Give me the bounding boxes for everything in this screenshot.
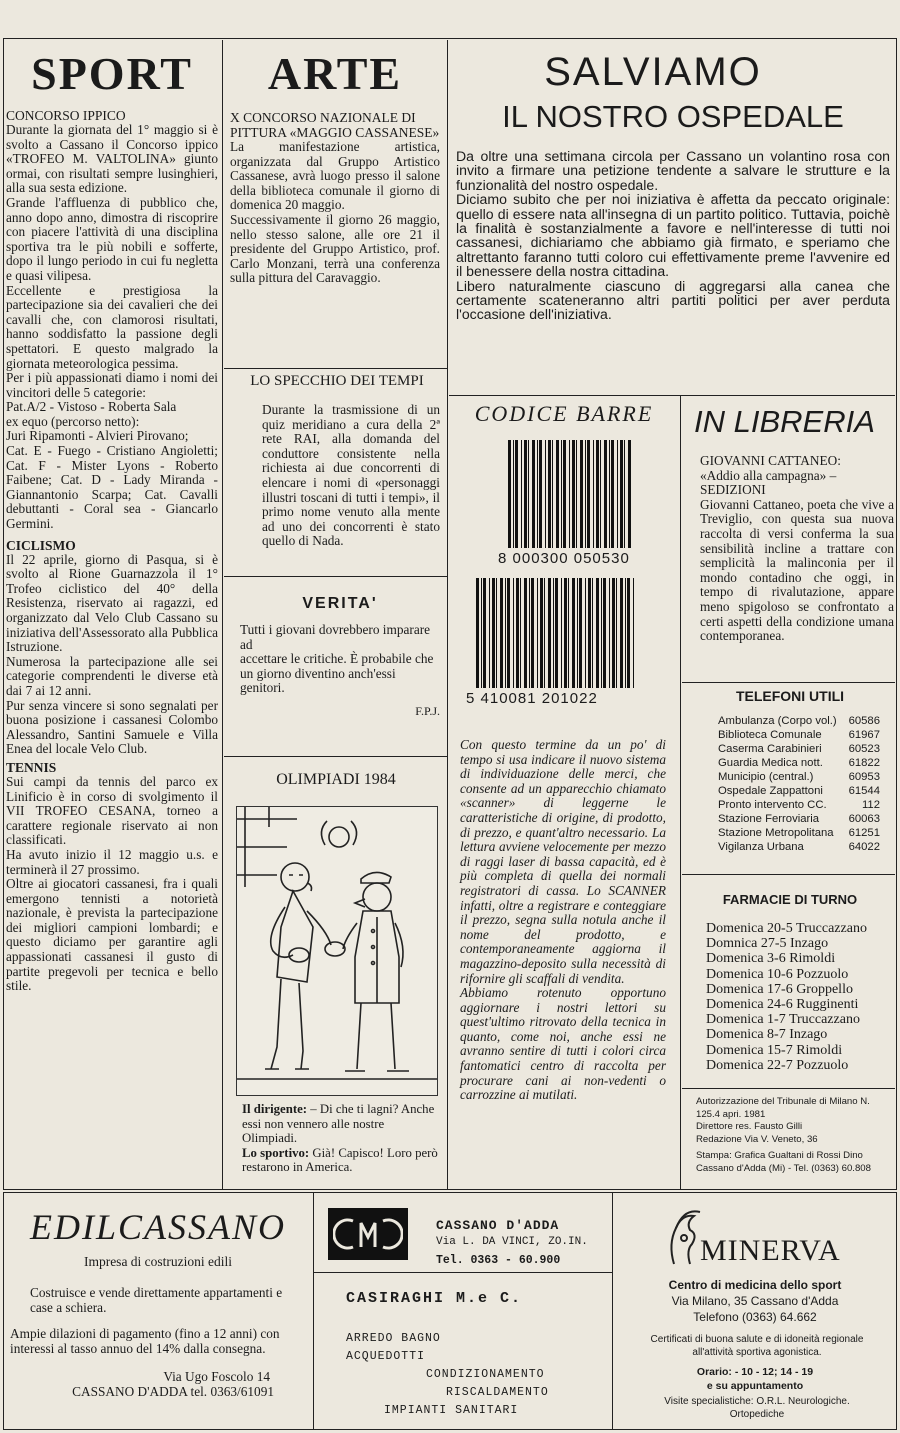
barcode-bar (540, 578, 543, 688)
ad-edilcassano (6, 1196, 310, 1428)
barcode-bar (531, 578, 534, 688)
minerva-line2: Via Milano, 35 Cassano d'Adda (671, 1294, 839, 1308)
tennis-text: Sui campi da tennis del parco ex Linificio è in corso di svolgimento il VII TROFEO CESANA, torneo a carattere regionale riservato ai non classificati. Ha avuto inizio il 12 maggio u.s. e terminerà il 27 prossimo. Oltre ai giocatori cassanesi, fra i quali emergono tennisti a notorietà nazionale, è prevista la partecipazione dei migliori campioni lombardi; e questo diciamo per garantire agli appassionati cassanesi il gusto di partite pregevoli per tecnica e bello stile. (6, 773, 218, 994)
barcode-bar (612, 578, 615, 688)
salviamo-text: Da oltre una settimana circola per Cassano un volantino rosa con invito a firmare una petizione tendente a salvare le strutture e la funzionalità del nostro ospedale. Diciamo subito che per noi iniziativa è affetta da peccato originale: quello di essere nata all'insegna di un partito politico. Tuttavia, poichè la finalità è sostanzialmente a favore e nell'interesse di tutti noi cassanesi, dichiariamo che abbiamo già firmato, e speriamo che altrettanto faranno tutti coloro cui effettivamente preme l'avvenire ed il benessere della nostra cittadina. Libero naturalmente ciascuno di aggregarsi alla canea che certamente scateneranno altri partiti politici per aver perduta l'occasione dell'iniziativa. (456, 148, 890, 323)
barcode-bar (572, 440, 575, 548)
barcode-bar (513, 578, 514, 688)
section-divider (224, 756, 447, 757)
ciclismo-text: Il 22 aprile, giorno di Pasqua, si è svolto al Rione Guarnazzola il 1° Trofeo ciclistico del 40° della Resistenza, riservato ai ragazzi, ed organizzato dal Velo Club Cassano su iniziativa dell'Assessorato alla Pubblica Istruzione. Numerosa la partecipazione alle sei categorie comprendenti le diverse età dai 7 ai 12 anni. Pur senza vincere si sono segnalati per buona posizione i cassanesi Colombo Alessandro, Santini Samuele e Villa Enea del locale Velo Club. (6, 551, 218, 757)
verita-section (240, 590, 440, 750)
barcode-bar (576, 440, 577, 548)
farmacia-row: Domenica 17-6 Groppello (706, 981, 853, 997)
casiraghi-line1: ARREDO BAGNO (346, 1332, 441, 1345)
barcode-bar (548, 440, 551, 548)
telefono-number: 61544 (848, 785, 880, 797)
codice-text: Con questo termine da un po' di tempo si usa indicare il nuovo sistema di individuazione delle merci, che consente ad un apparecchio chiamato «scanner» di leggerne le caratteristiche di origine, di prodotto, di prezzo, e quant'altro necessario. La lettura avviene velocemente per mezzo di raggi laser di bassa capacità, ed è più completa di quella dei normali registratori di cassa. Lo SCANNER infatti, oltre a registrare e conteggiare il prezzo, segna sulla notula anche il nome del prodotto, e contemporaneamente aggiorna il magazzino-deposito sulla necessità di rifornire gli scaffali di vendita. Abbiamo rotenuto opportuno aggiornare i nostri lettori su quest'ultimo ritrovato della tecnica in quanto, come noi, anche essi ne avranno sentire di tutti i colori circa fantomatici centro di raccolta per procurare cani ai non-vedenti o carrozzine ai mutilati. (460, 737, 666, 1103)
barcode-1-bars (508, 440, 632, 550)
colophon-line1: Autorizzazione del Tribunale di Milano N. 125.4 apri. 1981 (696, 1096, 870, 1120)
casiraghi-line2: ACQUEDOTTI (346, 1350, 426, 1363)
telefono-number: 61822 (848, 757, 880, 769)
verita-heading: VERITA' (302, 595, 378, 612)
ad-minerva (616, 1196, 894, 1428)
telefono-number: 64022 (848, 841, 880, 853)
barcode-bar (561, 440, 562, 548)
barcode-bar (609, 440, 610, 548)
farmacia-row: Domenica 3-6 Rimoldi (706, 951, 836, 967)
telefono-name: Ambulanza (Corpo vol.) (718, 715, 837, 727)
telefono-row (718, 714, 880, 728)
barcode-bar (529, 578, 530, 688)
telefono-number: 60953 (848, 771, 880, 783)
minerva-line4: Certificati di buona salute e di idoneità regionale all'attività sportiva agonistica. (650, 1334, 864, 1358)
telefoni-section (700, 684, 880, 864)
arte-title: ARTE (267, 48, 403, 99)
barcode-bar (572, 578, 575, 688)
barcode-bar (568, 578, 569, 688)
barcode-bar (492, 578, 495, 688)
colophon-line2: Direttore res. Fausto Gilli (696, 1121, 803, 1132)
colophon (696, 1096, 892, 1186)
barcode-bar (563, 440, 566, 548)
barcode-bar (513, 440, 514, 548)
libreria-title: IN LIBRERIA (694, 404, 875, 439)
barcode-bar (611, 440, 614, 548)
concorso-heading: X CONCORSO NAZIONALE DI PITTURA «MAGGIO CASSANESE» (230, 110, 440, 140)
barcode-2-bars (476, 578, 636, 690)
barcode-bar (600, 440, 601, 548)
farmacia-row: Domnica 27-5 Inzago (706, 936, 829, 952)
colophon-line3: Redazione Via V. Veneto, 36 (696, 1133, 818, 1145)
barcode-bar (596, 440, 599, 548)
barcode-bar (596, 578, 599, 688)
barcode-bar (476, 578, 479, 688)
casiraghi-line5: IMPIANTI SANITARI (384, 1404, 519, 1417)
farmacie-section (690, 890, 890, 1084)
farmacia-row: Domenica 22-7 Pozzuolo (706, 1057, 849, 1073)
telefono-number: 61251 (848, 827, 880, 839)
barcode-bar (561, 578, 562, 688)
barcode-bar (553, 578, 554, 688)
minerva-visite: Visite specialistiche: O.R.L. Neurologiche. Ortopediche (664, 1396, 850, 1420)
telefono-number: 60063 (848, 813, 880, 825)
barcode-bar (617, 440, 618, 548)
barcode-bar (539, 440, 542, 548)
barcode-bar (627, 578, 630, 688)
column-divider (447, 40, 448, 1190)
barcode-bar (601, 578, 602, 688)
ad-divider (612, 1192, 613, 1430)
minerva-name: MINERVA (700, 1234, 841, 1267)
section-divider (682, 1088, 895, 1089)
barcode-1 (498, 440, 632, 570)
olimpiadi-section (230, 762, 442, 1186)
cartoon-box (236, 806, 438, 1096)
barcode-bar (569, 440, 570, 548)
barcode-bar (500, 578, 503, 688)
edil-city-tel: CASSANO D'ADDA tel. 0363/61091 (72, 1383, 274, 1399)
section-divider (224, 368, 447, 369)
farmacia-row: Domenica 1-7 Truccazzano (706, 1012, 860, 1028)
barcode-bar (520, 578, 521, 688)
minerva-line3: Telefono (0363) 64.662 (693, 1310, 817, 1324)
casiraghi-tel: Tel. 0363 - 60.900 (436, 1254, 561, 1267)
barcode-bar (507, 578, 510, 688)
column-divider (680, 395, 681, 1190)
barcode-bar (585, 440, 586, 548)
barcode-bar (515, 440, 518, 548)
libreria-text: Giovanni Cattaneo, poeta che vive a Treviglio, con questa sua nuova raccolta di versi conferma la sua sensibilità incline a trattare con semplicità la malinconia per il mondo contadino che oggi, in tempo di rivalutazione, appare meno spigoloso se confrontato a certi aspetti della condizione umana contemporanea. (700, 496, 894, 644)
libreria-heading: GIOVANNI CATTANEO: «Addio alla campagna» – SEDIZIONI (700, 453, 841, 498)
column-divider (222, 40, 223, 1190)
arte-column (230, 44, 440, 374)
barcode-bar (604, 440, 607, 548)
concorso-text: La manifestazione artistica, organizzata dal Gruppo Artistico Cassanese, avrà luogo presso il salone della biblioteca comunale il giorno di domenica 20 maggio. Successivamente il giorno 26 maggio, nello stesso salone, alle ore 21 il presidente del Gruppo Artistico, prof. Carlo Monzani, terrà una conferenza sulla pittura del Caravaggio. (230, 139, 440, 286)
telefono-name: Stazione Ferroviaria (718, 813, 820, 825)
edil-text2: Ampie dilazioni di pagamento (fino a 12 anni) con interessi al tasso annuo del 14% dalla consegna. (10, 1326, 280, 1356)
farmacia-row: Domenica 8-7 Inzago (706, 1027, 828, 1043)
barcode-bar (603, 578, 606, 688)
cartoon-caption (242, 1102, 440, 1175)
section-divider (682, 682, 895, 683)
barcode-bar (532, 440, 535, 548)
verita-signature: F.P.J. (415, 703, 440, 718)
telefono-row (718, 840, 880, 854)
barcode-bar (524, 578, 527, 688)
telefoni-list (700, 714, 880, 854)
telefono-number: 61967 (848, 729, 880, 741)
telefono-name: Vigilanza Urbana (718, 841, 804, 853)
telefono-number: 112 (861, 799, 880, 811)
cmc-logo (328, 1208, 408, 1260)
farmacia-row: Domenica 15-7 Rimoldi (706, 1042, 843, 1058)
tennis-heading: TENNIS (6, 759, 57, 775)
barcode-bar (564, 578, 567, 688)
telefono-row (718, 770, 880, 784)
minerva-appuntamento: e su appuntamento (706, 1380, 804, 1392)
barcode-bar (556, 440, 559, 548)
cmc-logo-icon (333, 1213, 403, 1255)
ad-casiraghi (316, 1196, 610, 1428)
barcode-bar (592, 578, 593, 688)
telefono-row (718, 728, 880, 742)
telefono-name: Biblioteca Comunale (718, 729, 822, 741)
barcode-bar (580, 440, 583, 548)
barcode-bar (544, 578, 545, 688)
barcode-bar (552, 440, 553, 548)
barcode-bar (624, 440, 625, 548)
cartoon-q-text: – Di che ti lagni? Anche essi non vennero alle nostre Olimpiadi. (242, 1102, 435, 1145)
farmacie-list (690, 921, 890, 1073)
cartoon-a-label: Lo sportivo: (242, 1145, 310, 1160)
barcode-bar (548, 578, 551, 688)
barcode-1-number: 8 000300 050530 (498, 550, 630, 567)
barcode-bar (483, 578, 486, 688)
barcode-bar (633, 578, 634, 688)
telefono-row (718, 826, 880, 840)
barcode-bar (588, 578, 591, 688)
casiraghi-name: CASIRAGHI M.e C. (346, 1290, 523, 1307)
ippico-text: Durante la giornata del 1° maggio si è svolto a Cassano il Concorso ippico «TROFEO M. VALTOLINA» giunto ormai, con risultati sempre lusinghieri, alla sua sesta edizione. Grande l'affluenza di pubblico che, anno dopo anno, dimostra di riscoprire con piacere l'attività di una disciplina sportiva tra le più nobili e sofferte, dopo il lungo periodo in cui fu negletta e quasi vilipesa. Eccellente e prestigiosa la partecipazione sia dei cavalieri che dei cavalli che, con clamorosi risultati, hanno soddisfatto la passione degli spettatori. E questo malgrado la giornata meteorologica pessima. Per i più appassionati diamo i nomi dei vincitori delle 5 categorie: Pat.A/2 - Vistoso - Roberta Sala ex equo (percorso netto): Juri Ripamonti - Alvieri Pirovano; Cat. E - Fuego - Cristiano Angioletti; Cat. F - Mister Lyons - Roberto Faibene; Cat. D - Lady Miranda - Giannantonio Scarpa; Cat. Cavalli debuttanti - Coral sea - Giancarlo Germini. (6, 122, 218, 532)
salviamo-section (452, 44, 894, 392)
edil-subtitle: Impresa di costruzioni edili (83, 1254, 233, 1269)
barcode-bar (593, 440, 594, 548)
specchio-text: Durante la trasmissione di un quiz meridiano a cura della 2ª rete RAI, alla domanda del conduttore consistente nella richiesta ai due concorrenti di elencare i nomi di «personaggi illustri toscani di tutti i tempi», il primo nome venuto alla mente ad uno dei concorrenti è stato quello di Nada. (262, 402, 440, 549)
section-divider (224, 576, 447, 577)
sport-column (6, 44, 218, 1188)
barcode-bar (625, 578, 626, 688)
cartoon-a-text: Già! Capisco! Loro però restarono in America. (242, 1145, 438, 1174)
specchio-heading: LO SPECCHIO DEI TEMPI (250, 374, 424, 389)
barcode-bar (579, 578, 582, 688)
barcode-bar (620, 440, 623, 548)
casiraghi-line4: RISCALDAMENTO (446, 1386, 549, 1399)
telefono-row (718, 798, 880, 812)
barcode-2-number: 5 410081 201022 (466, 690, 598, 707)
section-divider (682, 874, 895, 875)
telefono-row (718, 742, 880, 756)
telefono-name: Caserma Carabinieri (718, 743, 822, 755)
casiraghi-city: CASSANO D'ADDA (436, 1218, 560, 1233)
barcode-bar (496, 578, 497, 688)
telefono-row (718, 784, 880, 798)
telefono-number: 60523 (848, 743, 880, 755)
barcode-bar (489, 578, 490, 688)
barcode-2 (466, 578, 636, 714)
codice-title: CODICE BARRE (474, 401, 654, 426)
barcode-bar (616, 578, 617, 688)
barcode-bar (521, 440, 522, 548)
libreria-section (686, 400, 894, 680)
farmacia-row: Domenica 10-6 Pozzuolo (706, 966, 849, 982)
farmacia-row: Domenica 20-5 Truccazzano (706, 921, 867, 936)
olimpiadi-heading: OLIMPIADI 1984 (276, 771, 396, 788)
farmacia-row: Domenica 24-6 Rugginenti (706, 997, 859, 1013)
barcode-bar (555, 578, 558, 688)
cartoon-q-label: Il dirigente: (242, 1102, 308, 1116)
barcode-bar (516, 578, 519, 688)
barcode-bar (537, 440, 538, 548)
telefoni-title: TELEFONI UTILI (735, 688, 845, 704)
telefono-name: Ospedale Zappattoni (718, 785, 823, 797)
edil-text1: Costruisce e vende direttamente appartamenti e case a schiera. (30, 1285, 283, 1315)
minerva-logo-icon (664, 1204, 704, 1274)
codice-section (452, 400, 676, 1186)
sport-title: SPORT (31, 48, 193, 99)
telefono-row (718, 756, 880, 770)
barcode-bar (545, 440, 546, 548)
barcode-bar (537, 578, 538, 688)
casiraghi-street: Via L. DA VINCI, ZO.IN. (436, 1236, 588, 1248)
salviamo-title: SALVIAMO (544, 50, 762, 94)
minerva-line1: Centro di medicina dello sport (668, 1278, 842, 1292)
telefono-name: Stazione Metropolitana (718, 827, 834, 839)
cartoon-illustration (237, 807, 437, 1095)
telefono-number: 60586 (848, 715, 880, 727)
telefono-name: Municipio (central.) (718, 771, 814, 783)
edil-address: Via Ugo Foscolo 14 (163, 1369, 270, 1385)
ciclismo-heading: CICLISMO (6, 537, 76, 553)
telefono-name: Guardia Medica nott. (718, 757, 823, 769)
ad-divider (313, 1192, 314, 1430)
minerva-orario: Orario: - 10 - 12; 14 - 19 (696, 1366, 814, 1378)
barcode-bar (577, 578, 578, 688)
edil-title: EDILCASSANO (30, 1207, 286, 1247)
barcode-bar (628, 440, 631, 548)
barcode-bar (620, 578, 623, 688)
farmacie-title: FARMACIE DI TURNO (722, 892, 858, 907)
barcode-bar (505, 578, 506, 688)
telefono-name: Pronto intervento CC. (718, 799, 827, 811)
ospedale-title: IL NOSTRO OSPEDALE (502, 99, 844, 134)
barcode-bar (585, 578, 586, 688)
telefono-row (718, 812, 880, 826)
ippico-heading: CONCORSO IPPICO (6, 108, 126, 123)
barcode-bar (481, 578, 482, 688)
specchio-section (234, 374, 440, 570)
barcode-bar (508, 440, 511, 548)
barcode-bar (587, 440, 590, 548)
colophon-line4: Stampa: Grafica Gualtani di Rossi Dino Cassano d'Adda (Mi) - Tel. (0363) 60.808 (696, 1150, 871, 1174)
section-divider (449, 395, 895, 396)
barcode-bar (524, 440, 527, 548)
verita-text: Tutti i giovani dovrebbero imparare ad accettare le critiche. È probabile che un giorno diventino anch'essi genitori. (240, 622, 434, 696)
barcode-bar (528, 440, 529, 548)
casiraghi-line3: CONDIZIONAMENTO (426, 1368, 545, 1381)
barcode-bar (609, 578, 610, 688)
